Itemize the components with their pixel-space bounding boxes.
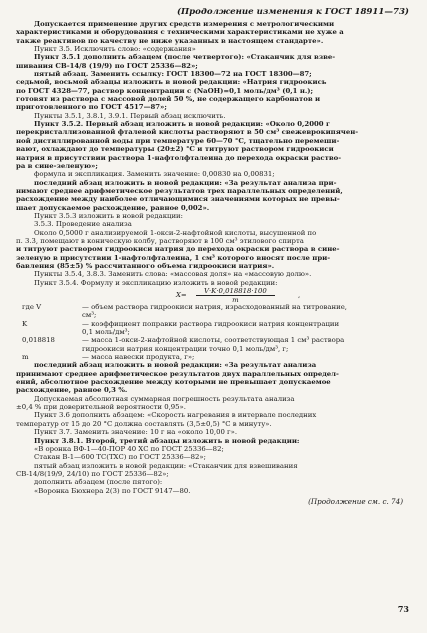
text-line: принимают среднее арифметическое результатов двух параллельных определ- [16,369,339,378]
text-line: пятый абзац изложить в новой редакции: «Стаканчик для взвешивания [34,461,298,470]
explication-row [16,320,413,328]
text-line: Стакан В-1—600 ТС(ТХС) по ГОСТ 25336—82»; [34,453,206,462]
explication-row [16,353,413,361]
formula [16,287,413,303]
text-line: расхождение, равное 0,3 %. [16,386,128,395]
text-line: последний абзац изложить в новой редакции: «За результат анализа при- [34,178,337,187]
text-line: последний абзац изложить в новой редакции: «За результат анализа [34,361,317,370]
text-line: Пункт 3.5.3 изложить в новой редакции: [34,211,183,220]
explication-row [16,336,413,344]
text-line: по ГОСТ 4328—77, раствор концентрации c (NaOH)=0,1 моль/дм³ (0,1 н.); [16,86,314,95]
explication-symbol [16,328,82,336]
text-line: Пункты 3.5.1, 3.8.1, 3.9.1. Первый абзац исключить. [34,111,226,120]
explication-symbol: где V [22,303,42,311]
text-line: Пункт 3.7. Заменить значение: 10 г на «около 10,00 г». [34,428,238,437]
text-line: 3.5.3. Проведение анализа [34,220,132,229]
text-line: вают, охлаждают до температуры (20±2) °С и титруют раствором гидроокиси [16,145,334,154]
text-line: Допускаемая абсолютная суммарная погрешность результата анализа [34,394,295,403]
formula-numerator: V·K·0,018818·100 [196,287,275,296]
text-line: зеленую в присутствии 1-нафтолфталеина, 1 см³ которого вносят после при- [16,253,331,262]
explication-symbol: K [22,319,28,328]
explication-text: — масса навески продукта, г»; [82,353,195,362]
text-line: Пункт 3.5.4. Формулу и экспликацию изложить в новой редакции: [34,278,278,287]
text-line: Пункт 3.5. Исключить слово: «содержания» [34,45,196,54]
explication-text: 0,1 моль/дм³; [82,328,130,337]
text-line: пятый абзац. Заменить ссылку: ГОСТ 18300—72 на ГОСТ 18300—87; [34,70,312,79]
text-line: бавления (85±5) % рассчитанного объема гидроокиси натрия». [16,261,275,270]
text-line: «Воронка Бюхнера 2(3) по ГОСТ 9147—80. [34,486,191,495]
explication-text: — объем раствора гидроокиси натрия, израсходованный на титрование, [82,303,347,311]
explication-symbol: m [22,353,29,362]
text-line: формула и экспликация. Заменить значение: 0,00830 на 0,00831; [34,170,275,179]
text-line: СВ-14/8(19/9, 24/10) по ГОСТ 25336—82»; [16,469,169,478]
text-line: расхождение между наиболее отличающимися значениями которых не превы- [16,195,340,204]
text-line: перекристаллизованной фталевой кислоты растворяют в 50 см³ свежеврокипячен- [16,128,359,137]
text-block-1 [16,20,413,287]
text-line: седьмой, восьмой абзацы изложить в новой редакции: «Натрия гидроокись [16,78,327,87]
page-number: 73 [397,604,409,614]
running-header: (Продолжение изменения к ГОСТ 18911—73) [176,7,409,17]
text-line: натрия в присутствии раствора 1-нафтолфталеина до перехода окраски раство- [16,153,342,162]
explication-row [16,311,413,319]
explication-text: гидроокиси натрия концентрации точно 0,1 моль/дм³, г; [82,344,289,353]
formula-lhs: X= [176,291,187,299]
explication-text: см³; [82,311,97,320]
formula-explication [16,303,413,361]
text-line: шает допускаемое расхождение, равное 0,002». [16,203,210,212]
text-line: также реактивов по качеству не ниже указанных в настоящем стандарте». [16,36,324,45]
formula-denominator: m [232,296,239,304]
explication-symbol: 0,018818 [22,336,55,345]
text-block-2 [16,361,413,495]
text-line: Пункт 3.8.1. Второй, третий абзацы изложить в новой редакции: [34,436,300,445]
text-line: нимают среднее арифметическое результатов трех параллельных определений, [16,186,343,195]
explication-row [16,345,413,353]
text-line: температур от 15 до 20 °С должна составлять (3,5±0,5) °С в минуту». [16,419,272,428]
text-line: «В оронка ВФ-1—40-ПОР 40 ХС по ГОСТ 25336—82; [34,444,224,453]
text-line: ±0,4 % при доверительной вероятности 0,95». [16,403,186,412]
text-line: ра в сине-зеленую»; [16,161,98,170]
text-line: Пункт 3.6 дополнить абзацем: «Скорость нагревания в интервале последних [34,411,317,420]
text-line: Допускается применение других средств измерения с метрологическими [34,20,335,28]
text-line: Пункты 3.5.4, 3.8.3. Заменить слова: «массовая доля» на «массовую долю». [34,270,312,279]
text-line: ений, абсолютное расхождение между которыми не превышает допускаемое [16,378,331,387]
explication-symbol [16,345,82,353]
text-line: п. 3.3, помещают в коническую колбу, растворяют в 100 см³ этилового спирта [16,236,304,245]
explication-row [16,328,413,336]
continuation-note: (Продолжение см. с. 74) [308,496,403,506]
explication-text: — коэффициент поправки раствора гидроокиси натрия концентрации [82,319,340,328]
text-line: приготовленного по ГОСТ 4517—87»; [16,103,167,112]
text-line: Пункт 3.5.1 дополнить абзацем (после четвертого): «Стаканчик для взве- [34,53,336,62]
text-line: ной дистиллированной воды при температуре 60—70 °С, тщательно перемеши- [16,136,340,145]
text-line: готовят из раствора с массовой долей 50 %, не содержащего карбонатов и [16,95,321,104]
text-line: характеристиками и оборудования с техническими характеристиками не хуже а [16,28,344,37]
text-line: дополнить абзацем (после пятого): [34,478,163,487]
text-line: и титруют раствором гидроокиси натрия до перехода окраски раствора в сине- [16,245,340,254]
formula-fraction [196,287,275,304]
formula-tail: , [298,291,301,299]
text-line: шивания СВ-14/8 (19/9) по ГОСТ 25336—82»; [16,61,198,70]
document-body [16,20,413,495]
text-line: Около 0,5000 г анализируемой 1-окси-2-нафтойной кислоты, высушенной по [34,228,317,237]
explication-row [16,303,413,311]
text-line: Пункт 3.5.2. Первый абзац изложить в новой редакции: «Около 0,2000 г [34,120,331,129]
explication-symbol [16,311,82,319]
explication-text: — масса 1-окси-2-нафтойной кислоты, соответствующая 1 см³ раствора [82,336,345,345]
